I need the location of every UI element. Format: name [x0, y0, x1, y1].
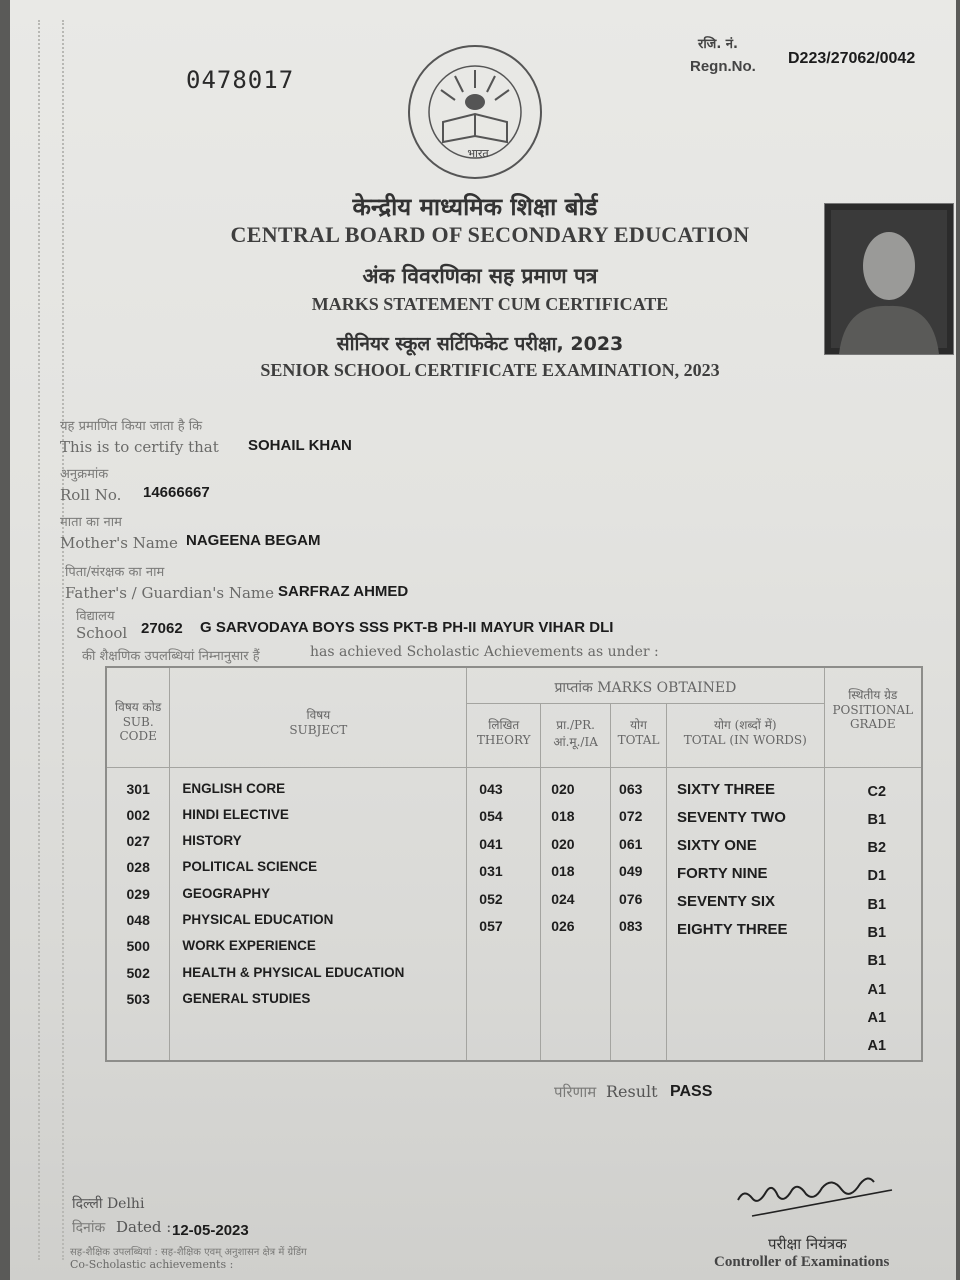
regn-number: D223/27062/0042: [788, 50, 916, 67]
certify-label: This is to certify that: [60, 438, 219, 456]
serial-number: 0478017: [186, 66, 295, 94]
col-subjects: [170, 767, 467, 1061]
controller-label: Controller of Examinations: [714, 1254, 890, 1270]
board-name-hindi: केन्द्रीय माध्यमिक शिक्षा बोर्ड: [352, 193, 598, 221]
theory-list: 043 054 041 031 052 057: [479, 780, 503, 934]
dated-label-hindi: दिनांक: [72, 1220, 106, 1236]
col-grades: [824, 767, 922, 1061]
col-theory: [467, 767, 541, 1061]
school-label: School: [76, 624, 128, 642]
header-positional-grade: स्थितीय ग्रेड POSITIONAL GRADE: [824, 667, 922, 767]
achieved-label: has achieved Scholastic Achievements as under :: [310, 644, 659, 660]
col-practical: [541, 767, 611, 1061]
words-list: SIXTY THREE SEVENTY TWO SIXTY ONE FORTY NINE SEVENTY SIX EIGHTY THREE: [676, 780, 788, 938]
marks-table: [105, 666, 923, 1062]
subject-list: ENGLISH CORE HINDI ELECTIVE HISTORY POLITICAL SCIENCE GEOGRAPHY PHYSICAL EDUCATION WORK EXPERIENCE HEALTH & PHYSICAL EDUCATION GENERAL STUDIES: [182, 780, 405, 1006]
mother-label: Mother's Name: [60, 534, 178, 552]
security-border: [38, 20, 64, 1260]
place-label: दिल्ली Delhi: [72, 1196, 145, 1212]
header-total: योग TOTAL: [611, 703, 667, 767]
header-practical: प्रा./PR. आं.मू./IA: [541, 703, 611, 767]
regn-label-hindi: रजि. नं.: [698, 37, 738, 52]
practical-list: 020 018 020 018 024 026: [551, 780, 575, 934]
header-subject: विषय SUBJECT: [170, 667, 467, 767]
header-marks-obtained: प्राप्तांक MARKS OBTAINED: [467, 667, 824, 703]
roll-label-hindi: अनुक्रमांक: [60, 467, 109, 482]
total-list: 063 072 061 049 076 083: [619, 780, 643, 934]
grade-list: C2 B1 B2 D1 B1 B1 B1 A1 A1 A1: [867, 783, 887, 1055]
cbse-emblem-icon: [405, 40, 545, 185]
student-name: SOHAIL KHAN: [248, 437, 352, 454]
issue-date: 12-05-2023: [172, 1222, 249, 1239]
result-value: PASS: [670, 1083, 713, 1100]
dated-label: Dated :: [116, 1218, 172, 1236]
board-name: CENTRAL BOARD OF SECONDARY EDUCATION: [230, 222, 750, 247]
header-theory: लिखित THEORY: [467, 703, 541, 767]
controller-signature-icon: [732, 1160, 902, 1230]
code-list: 301 002 027 028 029 048 500 502 503: [126, 780, 150, 1007]
student-photo: [824, 203, 954, 355]
col-total-words: [666, 767, 824, 1061]
header-total-words: योग (शब्दों में) TOTAL (IN WORDS): [666, 703, 824, 767]
result-label: Result: [606, 1082, 658, 1101]
col-total: [611, 767, 667, 1061]
emblem-country: भारत: [467, 147, 489, 160]
header-sub-code: विषय कोड SUB. CODE: [106, 667, 170, 767]
mother-name: NAGEENA BEGAM: [186, 532, 321, 549]
coscholastic-label: Co-Scholastic achievements :: [70, 1258, 234, 1271]
document-title-hindi: अंक विवरणिका सह प्रमाण पत्र: [362, 264, 598, 288]
mother-label-hindi: माता का नाम: [60, 515, 122, 530]
father-label: Father's / Guardian's Name: [65, 584, 274, 602]
father-name: SARFRAZ AHMED: [278, 583, 409, 600]
roll-label: Roll No.: [60, 486, 122, 504]
school-name: G SARVODAYA BOYS SSS PKT-B PH-II MAYUR VIHAR DLI: [200, 619, 614, 636]
regn-label: Regn.No.: [690, 58, 756, 75]
exam-title-hindi: सीनियर स्कूल सर्टिफिकेट परीक्षा, 2023: [336, 333, 624, 355]
exam-title: SENIOR SCHOOL CERTIFICATE EXAMINATION, 2023: [260, 360, 720, 380]
certify-label-hindi: यह प्रमाणित किया जाता है कि: [60, 419, 203, 434]
marksheet-paper: [10, 0, 956, 1280]
col-codes: [106, 767, 170, 1061]
school-code: 27062: [141, 620, 183, 637]
controller-label-hindi: परीक्षा नियंत्रक: [768, 1235, 847, 1253]
father-label-hindi: पिता/संरक्षक का नाम: [65, 565, 165, 580]
roll-number: 14666667: [143, 484, 210, 501]
achieved-label-hindi: की शैक्षणिक उपलब्धियां निम्नानुसार हैं: [82, 649, 260, 664]
school-label-hindi: विद्यालय: [76, 609, 115, 624]
coscholastic-label-hindi: सह-शैक्षिक उपलब्धियां : सह-शैक्षिक एवम् अनुशासन क्षेत्र में ग्रेडिंग: [70, 1247, 307, 1258]
result-label-hindi: परिणाम: [554, 1083, 597, 1101]
document-title: MARKS STATEMENT CUM CERTIFICATE: [311, 294, 669, 314]
